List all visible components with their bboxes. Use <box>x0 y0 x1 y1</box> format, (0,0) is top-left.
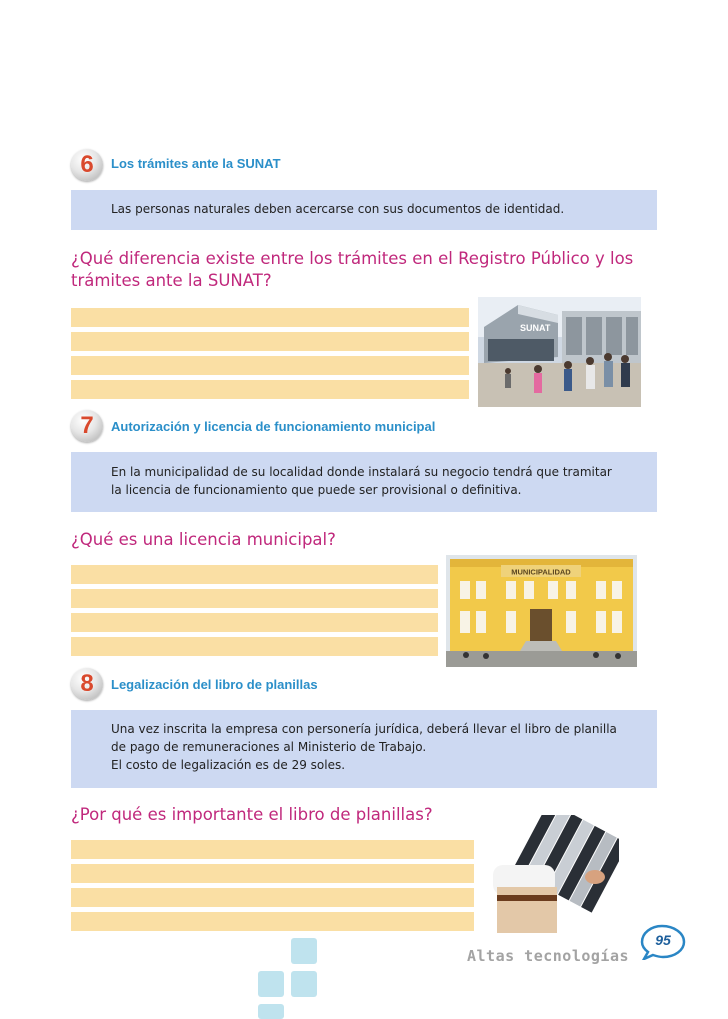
section-6-question-line-1: ¿Qué diferencia existe entre los trámites en el Registro Público y los <box>71 249 634 268</box>
section-6-number: 6 <box>71 149 103 181</box>
section-8-info-box <box>71 710 657 788</box>
section-6-answer-line-2[interactable] <box>71 332 469 351</box>
section-7-question-line-1: ¿Qué es una licencia municipal? <box>71 530 336 549</box>
section-6-answer-line-1[interactable] <box>71 308 469 327</box>
municipalidad-sign: MUNICIPALIDAD <box>511 567 571 577</box>
section-7-info-line-1: En la municipalidad de su localidad donde instalará su negocio tendrá que tramitar <box>111 465 612 479</box>
binders-photo <box>483 815 619 933</box>
municipalidad-building-photo <box>446 555 637 667</box>
section-7-answer-line-1[interactable] <box>71 565 438 584</box>
section-8-answer-line-1[interactable] <box>71 840 474 859</box>
section-6-title: Los trámites ante la SUNAT <box>111 156 281 171</box>
section-7-answer-line-3[interactable] <box>71 613 438 632</box>
page-number-badge <box>640 924 686 960</box>
section-7-number: 7 <box>71 410 103 442</box>
section-8-question <box>71 804 491 826</box>
section-8-info-line-1: Una vez inscrita la empresa con personería jurídica, deberá llevar el libro de planilla <box>111 722 617 736</box>
section-8-answer-line-3[interactable] <box>71 888 474 907</box>
footer-tagline: Altas tecnologías <box>467 947 630 965</box>
section-7-question <box>71 529 471 551</box>
sunat-sign: SUNAT <box>520 323 551 333</box>
section-8-number: 8 <box>71 668 103 700</box>
section-6-answer-line-4[interactable] <box>71 380 469 399</box>
section-6-question-line-2: trámites ante la SUNAT? <box>71 271 272 290</box>
decorative-square <box>258 1004 284 1019</box>
section-6-question <box>71 248 671 292</box>
section-8-question-line-1: ¿Por qué es importante el libro de planillas? <box>71 805 433 824</box>
sunat-building-photo <box>478 297 641 407</box>
section-7-info-line-2: la licencia de funcionamiento que puede ser provisional o definitiva. <box>111 483 522 497</box>
page-number: 95 <box>655 932 671 948</box>
decorative-square <box>291 971 317 997</box>
decorative-square <box>258 971 284 997</box>
section-7-title: Autorización y licencia de funcionamiento municipal <box>111 419 436 434</box>
section-6-info-box <box>71 190 657 230</box>
section-8-answer-line-4[interactable] <box>71 912 474 931</box>
section-8-answer-line-2[interactable] <box>71 864 474 883</box>
section-6-answer-line-3[interactable] <box>71 356 469 375</box>
section-7-answer-line-2[interactable] <box>71 589 438 608</box>
decorative-square <box>291 938 317 964</box>
section-6-info-line-1: Las personas naturales deben acercarse con sus documentos de identidad. <box>111 202 565 216</box>
section-8-info-line-2: de pago de remuneraciones al Ministerio de Trabajo. <box>111 740 427 754</box>
section-8-info-line-3: El costo de legalización es de 29 soles. <box>111 758 346 772</box>
section-8-title: Legalización del libro de planillas <box>111 677 318 692</box>
section-7-info-box <box>71 452 657 512</box>
section-7-answer-line-4[interactable] <box>71 637 438 656</box>
